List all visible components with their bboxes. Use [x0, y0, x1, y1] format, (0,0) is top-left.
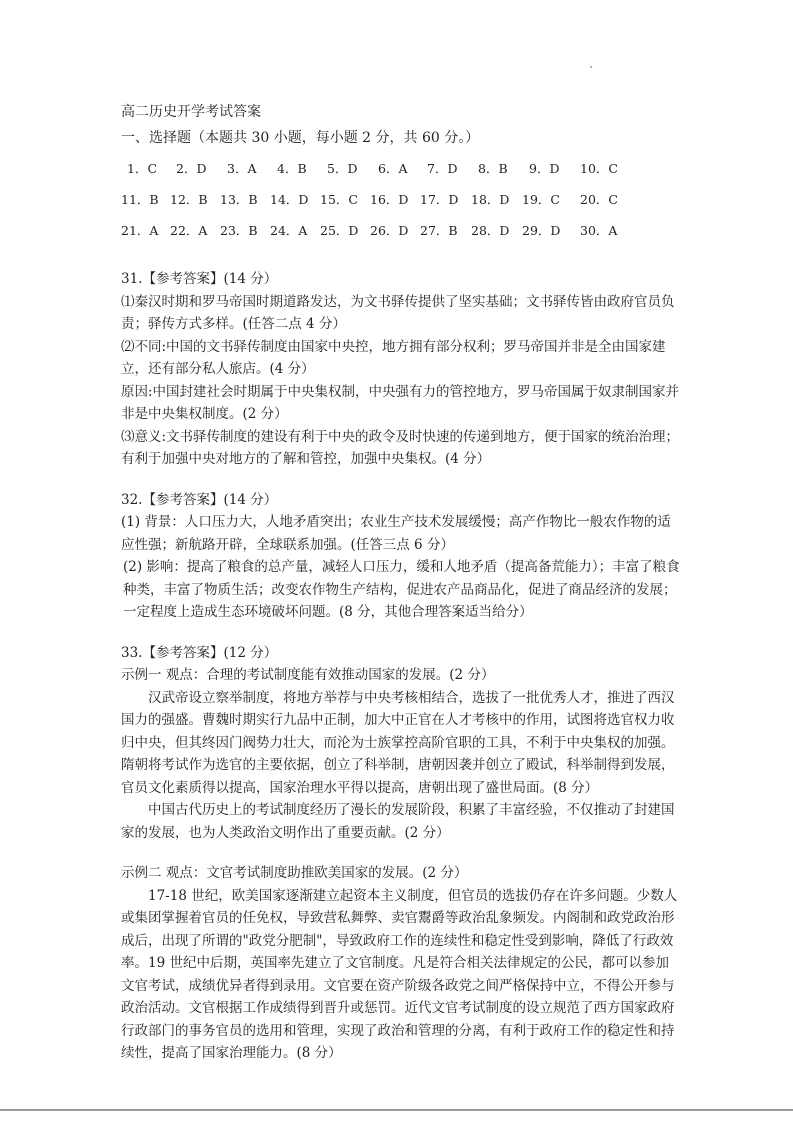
- document-body: [121, 101, 681, 1065]
- example-heading: 示例一 观点：合理的考试制度能有效推动国家的发展。(2 分）: [121, 667, 495, 683]
- answer-item: 22．A: [170, 223, 208, 238]
- answer-paragraph: ⑴秦汉时期和罗马帝国时期道路发达，为文书驿传提供了坚实基础；文书驿传皆由政府官员负责；驿传方式多样。(任答二点 4 分）: [121, 293, 675, 332]
- answer-item: 8．B: [478, 161, 508, 176]
- answer-paragraph: ⑵不同:中国的文书驿传制度由国家中央控，地方拥有部分权利；罗马帝国并非是全由国家建立，还有部分私人旅店。(4 分）: [121, 338, 666, 377]
- example-heading: 示例二 观点：文官考试制度助推欧美国家的发展。(2 分）: [121, 865, 468, 881]
- answer-item: 29．D: [522, 223, 561, 238]
- answer-item: 18．D: [471, 192, 510, 207]
- page-bottom-rule: [0, 1109, 793, 1111]
- answer-item: 28．D: [471, 223, 510, 238]
- answer-item: 26．D: [370, 223, 409, 238]
- scan-speck: [590, 66, 592, 68]
- answer-item: 25．D: [320, 223, 359, 238]
- answer-item: 16．D: [370, 192, 409, 207]
- section-heading-choice: 一、选择题（本题共 30 小题，每小题 2 分，共 60 分。）: [121, 129, 480, 146]
- answer-item: 3．A: [227, 161, 257, 176]
- answer-item: 4．B: [277, 161, 307, 176]
- question-heading: 31.【参考答案】(14 分）: [121, 271, 278, 287]
- answer-item: 17．D: [420, 192, 459, 207]
- question-33-example-two: [121, 862, 681, 1065]
- answer-paragraph: 17-18 世纪，欧美国家逐渐建立起资本主义制度，但官员的选拔仍存在许多问题。少数人或集团掌握着官员的任免权，导致营私舞弊、卖官鬻爵等政治乱象频发。内阁制和政党政治形成后，出现了所谓的"政党分肥制"，导致政府工作的连续性和稳定性受到影响，降低了行政效率。19 世纪中后期，英国率先建立了文官制度。凡是符合相关法律规定的公民，都可以参加文官考试，成绩优异者得到录用。文官要在资产阶级各政党之间严格保持中立，不得公开参与政治活动。文官根据工作成绩得到晋升或惩罚。近代文官考试制度的设立规范了西方国家政府行政部门的事务官员的选用和管理，实现了政治和管理的分离，有利于政府工作的稳定性和持续性，提高了国家治理能力。(8 分）: [121, 887, 678, 1061]
- question-heading: 32.【参考答案】(14 分）: [121, 491, 278, 508]
- answer-paragraph: 原因:中国封建社会时期属于中央集权制，中央强有力的管控地方，罗马帝国属于奴隶制国家并非是中央集权制度。(2 分）: [121, 383, 680, 422]
- answer-item: 15．C: [320, 192, 358, 207]
- answer-item: 24．A: [270, 223, 308, 238]
- answer-row: [121, 189, 681, 220]
- choice-answer-grid: [121, 158, 681, 251]
- answer-item: 2．D: [176, 161, 207, 176]
- answer-item: 14．D: [270, 192, 309, 207]
- question-32-answer: [121, 489, 681, 624]
- answer-row: [121, 158, 681, 189]
- answer-paragraph: ⑶意义:文书驿传制度的建设有利于中央的政令及时快速的传递到地方，便于国家的统治治理；有利于加强中央对地方的了解和管控，加强中央集权。(4 分）: [121, 428, 680, 467]
- answer-row: [121, 220, 681, 251]
- question-33-answer: [121, 642, 681, 845]
- answer-item: 13．B: [220, 192, 258, 207]
- answer-item: 11．B: [121, 192, 159, 207]
- answer-item: 10．C: [580, 161, 618, 176]
- answer-item: 6．A: [378, 161, 408, 176]
- answer-item: 5．D: [327, 161, 358, 176]
- answer-item: 20．C: [580, 192, 618, 207]
- answer-paragraph: (1) 背景：人口压力大，人地矛盾突出；农业生产技术发展缓慢；高产作物比一般农作物的适应性强；新航路开辟，全球联系加强。(任答三点 6 分）: [121, 514, 671, 553]
- answer-item: 21．A: [121, 223, 159, 238]
- answer-paragraph: (2) 影响：提高了粮食的总产量，减轻人口压力，缓和人地矛盾（提高备荒能力）；丰富了粮食种类，丰富了物质生活；改变农作物生产结构，促进农产品商品化，促进了商品经济的发展；一定程度上造成生态环境破坏问题。(8 分，其他合理答案适当给分）: [123, 559, 680, 620]
- page-title: 高二历史开学考试答案: [121, 104, 261, 120]
- answer-item: 19．C: [522, 192, 560, 207]
- question-heading: 33.【参考答案】(12 分）: [121, 644, 278, 661]
- answer-item: 23．B: [220, 223, 258, 238]
- answer-item: 1．C: [127, 161, 158, 176]
- answer-item: 7．D: [427, 161, 458, 176]
- answer-paragraph: 中国古代历史上的考试制度经历了漫长的发展阶段，积累了丰富经验，不仅推动了封建国家的发展，也为人类政治文明作出了重要贡献。(2 分）: [121, 802, 675, 841]
- question-31-answer: [121, 268, 681, 471]
- answer-item: 27．B: [420, 223, 458, 238]
- answer-item: 9．D: [529, 161, 560, 176]
- answer-item: 30．A: [580, 223, 618, 238]
- answer-paragraph: 汉武帝设立察举制度，将地方举荐与中央考核相结合，选拔了一批优秀人才，推进了西汉国力的强盛。曹魏时期实行九品中正制，加大中正官在人才考核中的作用，试图将选官权力收归中央，但其终因门阀势力壮大，而沦为士族掌控高阶官职的工具，不利于中央集权的加强。隋朝将考试作为选官的主要依据，创立了科举制，唐朝因袭并创立了殿试，科举制得到发展，官员文化素质得以提高，国家治理水平得以提高，唐朝出现了盛世局面。(8 分）: [121, 689, 675, 796]
- answer-item: 12．B: [170, 192, 208, 207]
